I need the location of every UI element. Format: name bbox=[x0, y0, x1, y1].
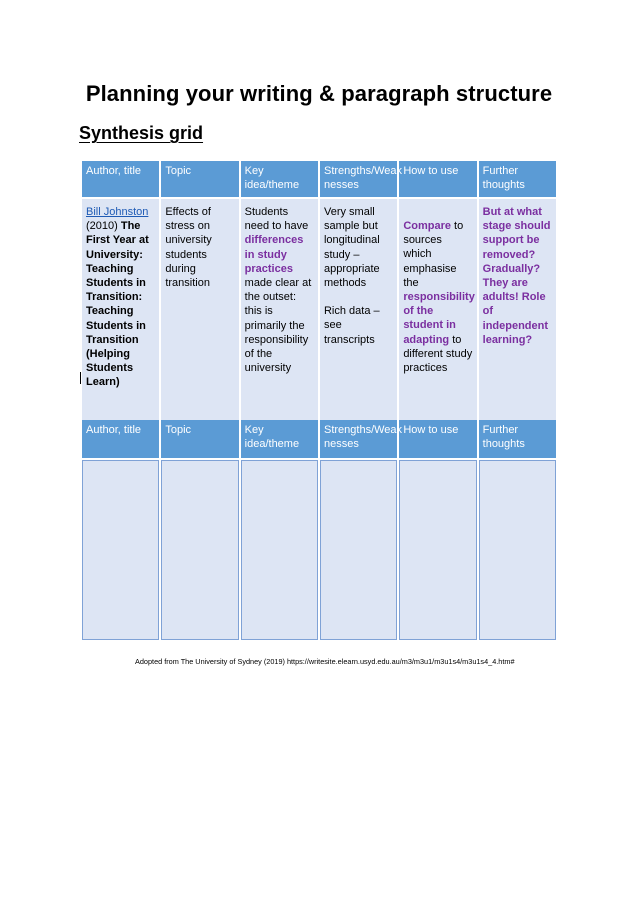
header-strengths-weaknesses: Strengths/Weak nesses bbox=[320, 161, 397, 197]
blank-cell-strengths-weaknesses[interactable] bbox=[320, 460, 397, 640]
cell-author-title bbox=[82, 199, 159, 437]
header-further-thoughts: Further thoughts bbox=[479, 161, 556, 197]
blank-cell-author-title[interactable] bbox=[82, 460, 159, 640]
grid-header-row bbox=[82, 161, 556, 197]
blank-cell-how-to-use[interactable] bbox=[399, 460, 476, 640]
header-how-to-use: How to use bbox=[399, 420, 476, 458]
grid-header-row bbox=[82, 420, 556, 458]
header-topic: Topic bbox=[161, 420, 238, 458]
key-idea-text-2: made clear at the outset: this is primarily the responsibility of the university bbox=[244, 277, 312, 375]
cell-how-to-use bbox=[399, 199, 476, 437]
author-year: (2010) bbox=[86, 220, 121, 233]
header-author-title: Author, title bbox=[82, 420, 159, 458]
blank-cell-key-idea[interactable] bbox=[241, 460, 318, 640]
grid-example-row bbox=[82, 199, 556, 437]
use-text-1: to sources which emphasise the bbox=[403, 220, 464, 289]
source-attribution: Adopted from The University of Sydney (2019) https://writesite.elearn.usyd.edu.au/m3/m3u1/m3u1s4/m3u1s4_4.htm# bbox=[135, 657, 515, 666]
header-topic: Topic bbox=[161, 161, 238, 197]
cell-key-idea bbox=[241, 199, 318, 437]
grid-blank-row bbox=[82, 460, 556, 640]
use-text-2: to different study practices bbox=[403, 333, 473, 375]
synthesis-grid-blank bbox=[80, 418, 558, 642]
section-subtitle: Synthesis grid bbox=[79, 123, 204, 143]
header-further-thoughts: Further thoughts bbox=[479, 420, 556, 458]
strengths-text-2: Rich data – see transcripts bbox=[323, 305, 380, 346]
blank-cell-further-thoughts[interactable] bbox=[479, 460, 556, 640]
use-highlight-2: responsibility of the student in adapting bbox=[403, 291, 475, 346]
blank-cell-topic[interactable] bbox=[161, 460, 238, 640]
cell-topic: Effects of stress on university students during transition bbox=[161, 199, 238, 437]
text-cursor bbox=[80, 372, 81, 384]
author-link[interactable]: Bill Johnston bbox=[86, 206, 149, 218]
key-idea-highlight: differences in study practices bbox=[244, 234, 304, 275]
author-book-title: The First Year at University: Teaching Students in Transition: Teaching Students in Transition (Helping Students Learn) bbox=[86, 220, 149, 389]
header-author-title: Author, title bbox=[82, 161, 159, 197]
key-idea-text-1: Students need to have bbox=[244, 206, 309, 233]
header-how-to-use: How to use bbox=[399, 161, 476, 197]
strengths-text-1: Very small sample but longitudinal study – appropriate methods bbox=[323, 206, 380, 290]
header-key-idea: Key idea/theme bbox=[241, 420, 318, 458]
header-strengths-weaknesses: Strengths/Weak nesses bbox=[320, 420, 397, 458]
cell-further-thoughts: But at what stage should support be removed? Gradually? They are adults! Role of independent learning? bbox=[479, 199, 556, 437]
page-title: Planning your writing & paragraph structure bbox=[85, 81, 553, 106]
synthesis-grid-example bbox=[80, 159, 558, 439]
use-highlight-1: Compare bbox=[403, 220, 451, 232]
header-key-idea: Key idea/theme bbox=[241, 161, 318, 197]
cell-strengths-weaknesses bbox=[320, 199, 397, 437]
